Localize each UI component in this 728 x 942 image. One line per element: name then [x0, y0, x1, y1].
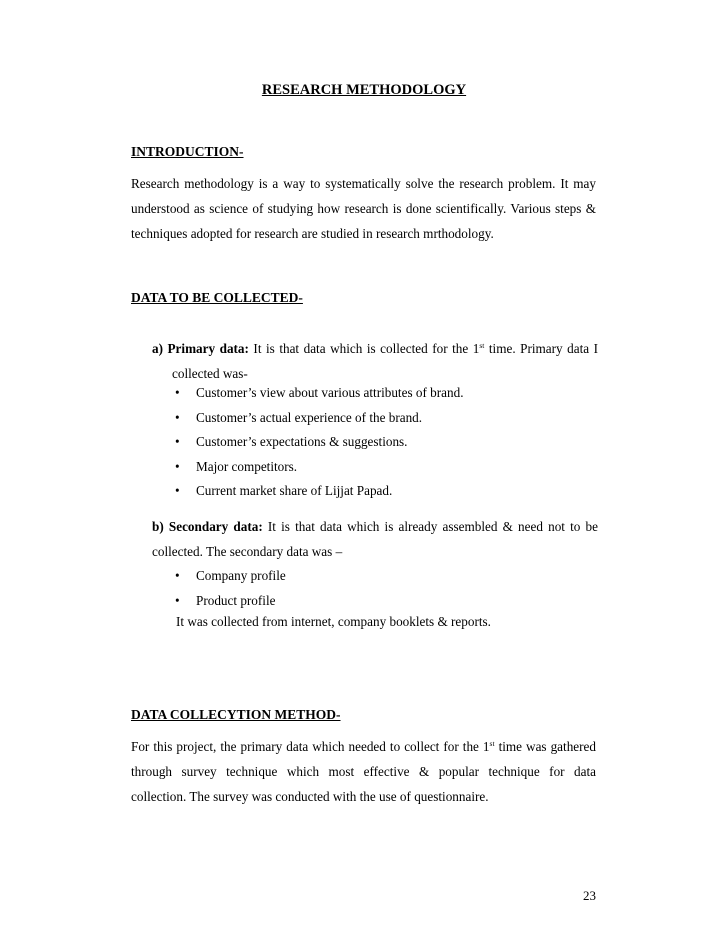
bullet-icon: • [175, 568, 180, 583]
bullet-icon: • [175, 409, 180, 425]
primary-data-paragraph [152, 336, 598, 386]
list-item [175, 455, 464, 480]
primary-data-line-2: collected was- [172, 366, 248, 381]
list-item [175, 479, 464, 504]
list-item-text: Customer’s actual experience of the brand. [196, 409, 423, 425]
list-item-text: Customer’s expectations & suggestions. [196, 434, 408, 449]
secondary-data-label: b) Secondary data: [152, 519, 263, 534]
bullet-icon: • [175, 385, 180, 400]
method-line-1-text: For this project, the primary data which needed to collect for the 1 [131, 739, 490, 754]
method-line: collection. The survey was conducted with the use of questionnaire. [131, 789, 489, 804]
list-item [175, 430, 464, 455]
list-item [175, 564, 286, 589]
secondary-data-line [152, 514, 598, 539]
primary-data-list [175, 381, 464, 504]
secondary-data-list [175, 564, 286, 613]
method-line: through survey technique which most effective & popular technique for data [131, 764, 596, 779]
primary-data-label: a) Primary data: [152, 341, 249, 356]
bullet-icon: • [175, 483, 180, 498]
page-number: 23 [583, 888, 596, 903]
primary-data-line [152, 336, 598, 361]
list-item [175, 381, 464, 406]
secondary-data-note: It was collected from internet, company booklets & reports. [176, 614, 491, 629]
list-item-text: Customer’s view about various attributes of brand. [196, 385, 464, 400]
method-paragraph [131, 734, 596, 809]
method-line-1-end: time was gathered [494, 739, 596, 754]
primary-data-superscript: st [479, 341, 485, 350]
method-line [131, 734, 596, 759]
list-item [175, 589, 286, 614]
bullet-icon: • [175, 434, 180, 449]
introduction-line: understood as science of studying how research is done scientifically. Various steps & [131, 201, 596, 216]
list-item-text: Current market share of Lijjat Papad. [196, 483, 393, 498]
data-collected-heading: DATA TO BE COLLECTED- [131, 290, 303, 305]
list-item-text: Major competitors. [196, 458, 298, 474]
secondary-data-line-2: collected. The secondary data was – [152, 544, 343, 559]
list-item-text: Product profile [196, 592, 276, 608]
method-heading: DATA COLLECYTION METHOD- [131, 707, 341, 722]
secondary-data-text: It is that data which is already assembled & need not to be [262, 519, 598, 534]
primary-data-text: It is that data which is collected for the 1 [248, 341, 480, 356]
list-item-text: Company profile [196, 568, 286, 583]
introduction-paragraph [131, 171, 596, 246]
introduction-line: Research methodology is a way to systematically solve the research problem. It may [131, 176, 596, 191]
list-item [175, 406, 464, 431]
secondary-data-paragraph [152, 514, 598, 564]
primary-data-text-end: time. Primary data I [484, 341, 599, 356]
bullet-icon: • [175, 592, 180, 608]
introduction-heading: INTRODUCTION- [131, 144, 244, 159]
bullet-icon: • [175, 458, 180, 474]
introduction-line: techniques adopted for research are studied in research mrthodology. [131, 226, 494, 241]
method-superscript: st [489, 739, 495, 748]
page-title: RESEARCH METHODOLOGY [261, 82, 467, 98]
